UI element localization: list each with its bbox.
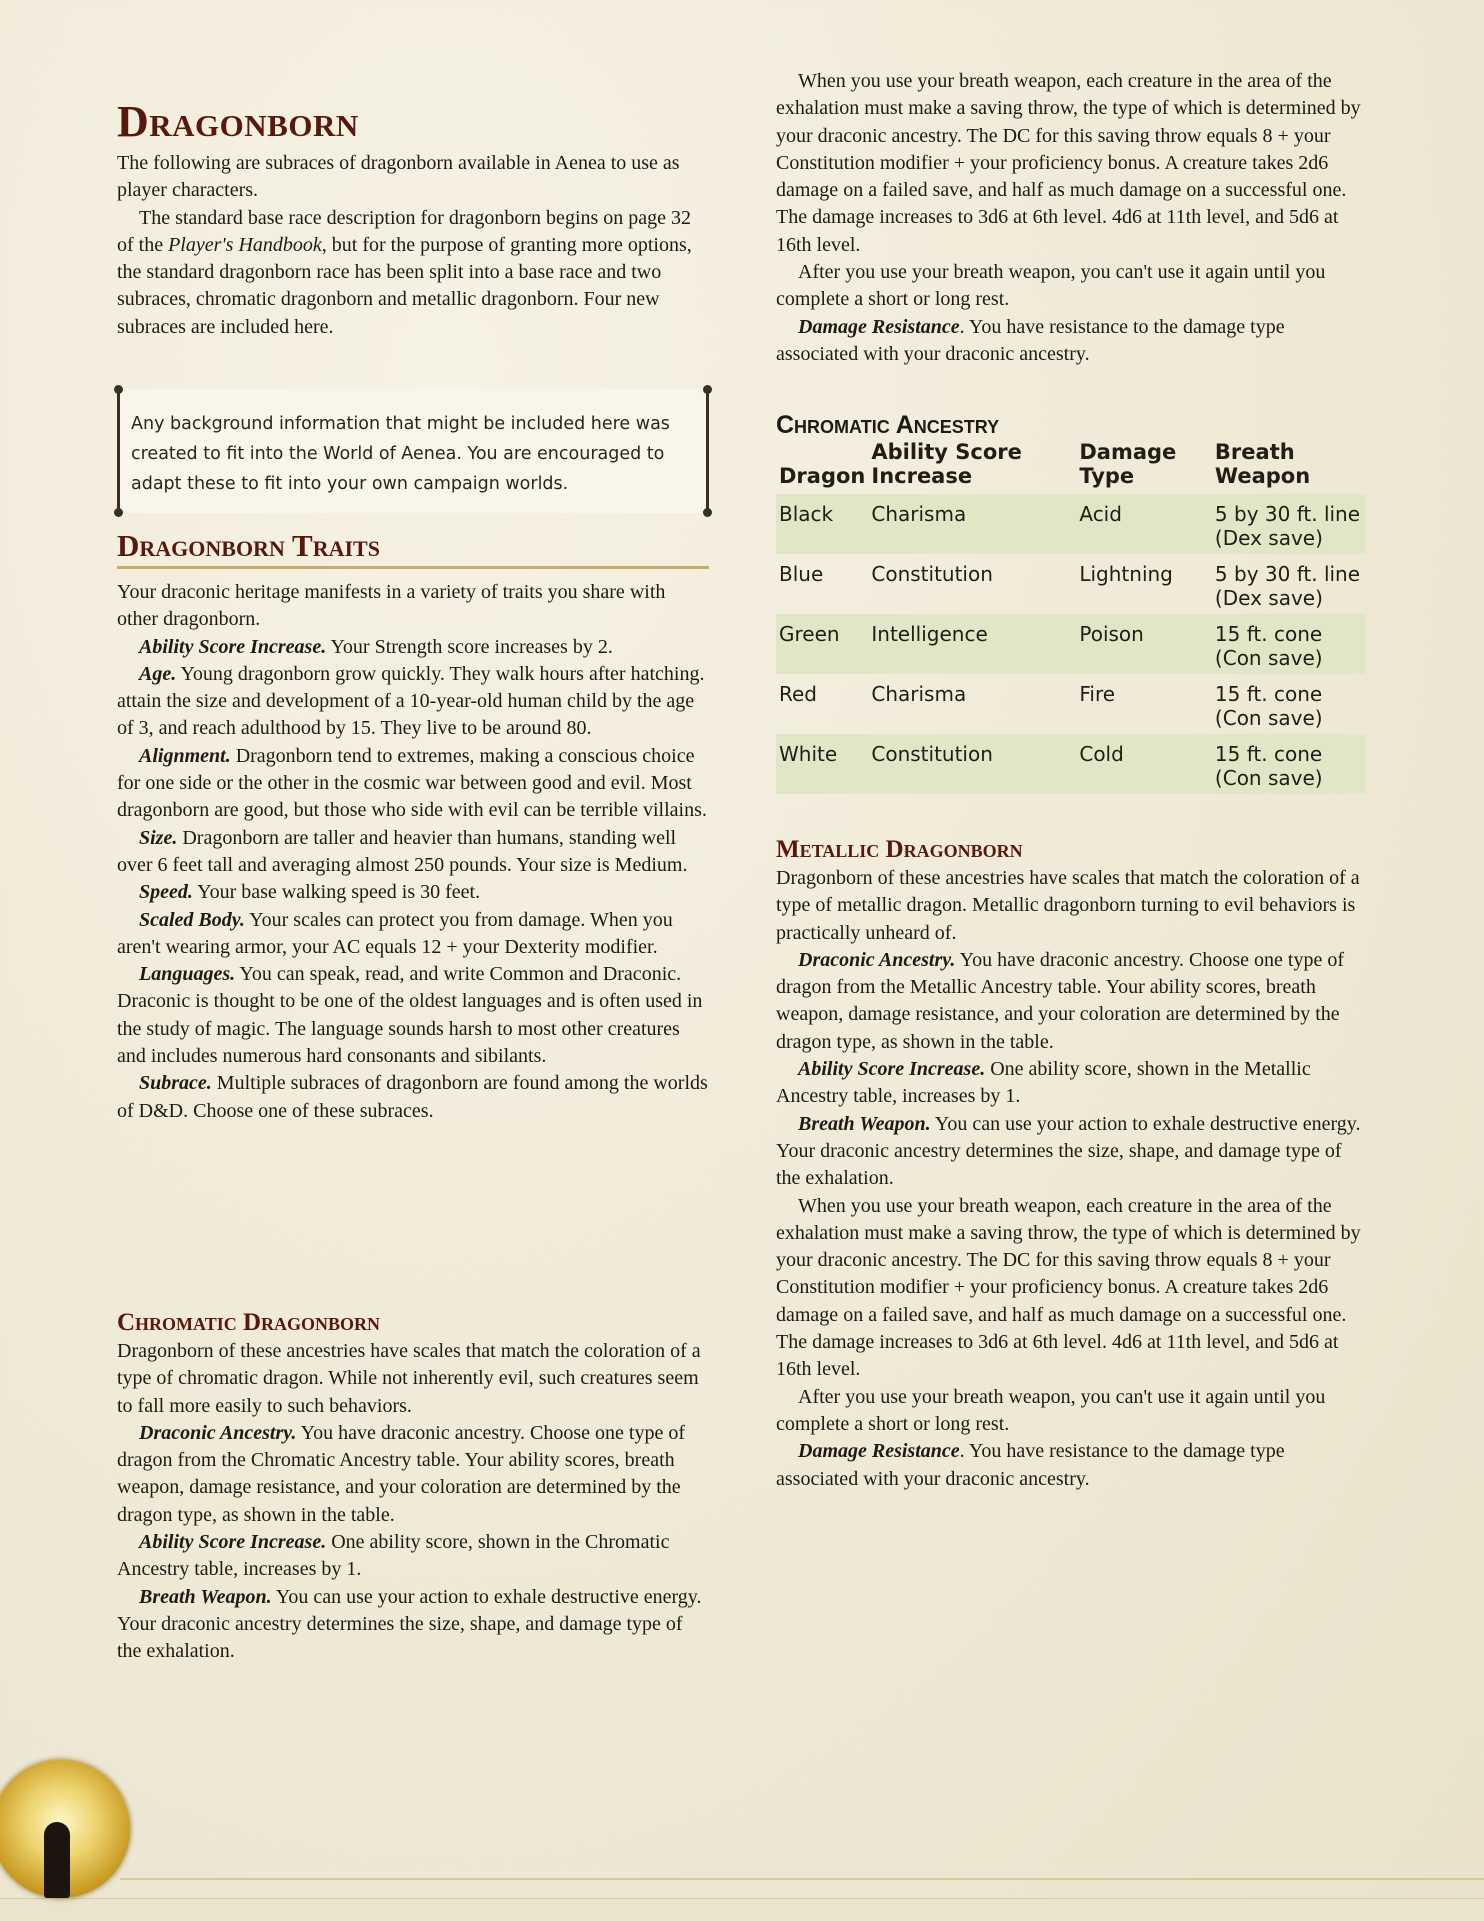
trait-text: You have draconic ancestry. Choose one type of dragon from the Metallic Ancestry table. Your ability scores, breath weapon, damage resistance, and your coloration are determined by the dragon type, as shown in the table. <box>776 948 1345 1053</box>
metallic-rest-paragraph: After you use your breath weapon, you can't use it again until you complete a short or long rest. <box>776 1385 1326 1435</box>
chromatic-intro: Dragonborn of these ancestries have scales that match the coloration of a type of chromatic dragon. While not inherently evil, such creatures seem to fall more easily to such behaviors. <box>117 1340 701 1417</box>
header-damage: Damage Type <box>1079 440 1177 488</box>
chromatic-ancestry-table <box>776 440 1366 794</box>
metallic-resistance-lead: Damage Resistance <box>798 1440 960 1463</box>
traits-intro: Your draconic heritage manifests in a variety of traits you share with other dragonborn. <box>117 581 666 631</box>
note-corner-cap <box>703 508 712 517</box>
damage-resistance-lead: Damage Resistance <box>798 315 960 338</box>
trait-paragraph <box>117 634 709 661</box>
trait-paragraph <box>117 1584 709 1666</box>
chromatic-ancestry-table-block <box>776 410 1366 794</box>
trait-lead: Languages. <box>139 963 236 986</box>
table-row <box>776 614 1366 674</box>
traits-list <box>117 634 709 1125</box>
trait-paragraph <box>117 1420 709 1529</box>
trait-text: Dragonborn tend to extremes, making a conscious choice for one side or the other in the cosmic war between good and evil. Most dragonborn are good, but those who side with evil can be terrible villains. <box>117 744 707 822</box>
dragon-cell: Red <box>779 682 817 706</box>
ability-cell: Charisma <box>871 682 967 706</box>
intro-text-b: , but for the purpose of granting more options, the standard dragonborn race has been split into a base race and two subraces, chromatic dragonborn and metallic dragonborn. Four new subraces are included here. <box>117 233 692 338</box>
chromatic-section <box>117 1308 709 1666</box>
trait-lead: Ability Score Increase. <box>798 1058 986 1081</box>
note-callout <box>117 389 709 513</box>
metallic-heading: Metallic Dragonborn <box>776 836 1023 863</box>
dragon-cell: White <box>776 734 868 794</box>
book-title: Player's Handbook <box>168 233 322 256</box>
trait-text: Young dragonborn grow quickly. They walk hours after hatching. attain the size and development of a 10-year-old human child by the age of 3, and reach adulthood by 15. They live to be around 80. <box>117 662 705 740</box>
header-breath: Breath Weapon <box>1214 440 1311 488</box>
breath-cell: 5 by 30 ft. line (Dex save) <box>1214 562 1361 610</box>
trait-lead: Speed. <box>139 881 193 904</box>
table-row <box>776 494 1366 554</box>
trait-lead: Breath Weapon. <box>798 1112 931 1135</box>
intro-paragraph-1: The following are subraces of dragonborn available in Aenea to use as player characters. <box>117 152 680 202</box>
header-dragon: Dragon <box>779 464 866 488</box>
trait-paragraph <box>117 961 709 1070</box>
damage-cell: Acid <box>1076 494 1212 554</box>
table-body <box>776 494 1366 794</box>
damage-cell: Lightning <box>1079 562 1173 586</box>
breath-cell: 15 ft. cone (Con save) <box>1212 734 1366 794</box>
trait-paragraph <box>117 661 709 743</box>
trait-text: You have draconic ancestry. Choose one type of dragon from the Chromatic Ancestry table. Your ability scores, breath weapon, damage resistance, and your coloration are determined by the dragon type, as shown in the table. <box>117 1421 686 1526</box>
dragon-cell: Blue <box>779 562 824 586</box>
page-title: Dragonborn <box>117 97 359 146</box>
breath-rest-paragraph: After you use your breath weapon, you can't use it again until you complete a short or long rest. <box>776 261 1326 311</box>
trait-paragraph <box>776 947 1366 1056</box>
metallic-list <box>776 947 1366 1193</box>
trait-paragraph <box>117 1529 709 1584</box>
trait-lead: Subrace. <box>139 1072 212 1095</box>
ability-cell: Constitution <box>871 562 993 586</box>
metallic-resistance-paragraph <box>776 1438 1366 1493</box>
note-text: Any background information that might be included here was created to fit into the World of Aenea. You are encouraged to adapt these to fit into your own campaign worlds. <box>131 414 670 494</box>
metallic-breath-paragraph: When you use your breath weapon, each creature in the area of the exhalation must make a saving throw, the type of which is determined by your draconic ancestry. The DC for this saving throw equals 8 + your Constitution modifier + your proficiency bonus. A creature takes 2d6 damage on a failed save, and half as much damage on a successful one. The damage increases to 3d6 at 6th level. 4d6 at 11th level, and 5d6 at 16th level. <box>776 1194 1361 1381</box>
damage-resistance-paragraph <box>776 314 1366 369</box>
damage-cell: Poison <box>1076 614 1212 674</box>
dragon-cell: Green <box>776 614 868 674</box>
table-row <box>776 734 1366 794</box>
breath-cell: 5 by 30 ft. line (Dex save) <box>1212 494 1366 554</box>
trait-lead: Scaled Body. <box>139 908 245 931</box>
trait-paragraph <box>117 1070 709 1125</box>
ability-cell: Charisma <box>868 494 1076 554</box>
note-corner-cap <box>703 385 712 394</box>
intro-text-a: The standard base race description for dragonborn begins on page 32 of the <box>117 206 692 256</box>
trait-lead: Breath Weapon. <box>139 1585 272 1608</box>
breath-cell: 15 ft. cone (Con save) <box>1212 614 1366 674</box>
metallic-section <box>776 835 1366 1493</box>
damage-cell: Cold <box>1076 734 1212 794</box>
trait-text: You can speak, read, and write Common and Draconic. Draconic is thought to be one of the oldest languages and is often used in the study of magic. The language sounds harsh to most other creatures and includes numerous hard consonants and sibilants. <box>117 963 703 1068</box>
intro-section <box>117 150 709 341</box>
damage-resistance-text: . You have resistance to the damage type associated with your draconic ancestry. <box>776 315 1285 365</box>
trait-text: You can use your action to exhale destructive energy. Your draconic ancestry determines the size, shape, and damage type of the exhalation. <box>117 1585 702 1663</box>
trait-paragraph <box>776 1056 1366 1111</box>
trait-lead: Draconic Ancestry. <box>798 948 956 971</box>
trait-text: Your scales can protect you from damage. When you aren't wearing armor, your AC equals 12 + your Dexterity modifier. <box>117 908 673 958</box>
metallic-intro: Dragonborn of these ancestries have scales that match the coloration of a type of metallic dragon. Metallic dragonborn turning to evil behaviors is practically unheard of. <box>776 867 1360 944</box>
note-corner-cap <box>114 385 123 394</box>
trait-text: Your base walking speed is 30 feet. <box>192 881 481 904</box>
trait-lead: Size. <box>139 826 178 849</box>
intro-paragraph-2 <box>117 205 709 341</box>
trait-lead: Age. <box>139 662 177 685</box>
damage-cell: Fire <box>1079 682 1116 706</box>
table-row <box>776 674 1366 734</box>
trait-lead: Alignment. <box>139 744 231 767</box>
trait-text: One ability score, shown in the Chromatic Ancestry table, increases by 1. <box>117 1531 670 1581</box>
trait-paragraph <box>776 1111 1366 1193</box>
header-ability: Ability Score Increase <box>871 440 1022 488</box>
table-header-row <box>776 440 1366 494</box>
metallic-resistance-text: . You have resistance to the damage type associated with your draconic ancestry. <box>776 1440 1285 1490</box>
trait-paragraph <box>117 879 709 906</box>
footer-rule <box>120 1878 1484 1880</box>
trait-lead: Draconic Ancestry. <box>139 1421 297 1444</box>
breath-weapon-paragraph: When you use your breath weapon, each creature in the area of the exhalation must make a saving throw, the type of which is determined by your draconic ancestry. The DC for this saving throw equals 8 + your Constitution modifier + your proficiency bonus. A creature takes 2d6 damage on a failed save, and half as much damage on a successful one. The damage increases to 3d6 at 6th level. 4d6 at 11th level, and 5d6 at 16th level. <box>776 70 1361 256</box>
traits-heading: Dragonborn Traits <box>117 528 709 569</box>
ability-cell: Intelligence <box>868 614 1076 674</box>
chromatic-list <box>117 1420 709 1666</box>
note-box <box>117 389 709 513</box>
trait-paragraph <box>117 907 709 962</box>
trait-text: You can use your action to exhale destructive energy. Your draconic ancestry determines the size, shape, and damage type of the exhalation. <box>776 1112 1361 1190</box>
dragon-cell: Black <box>776 494 868 554</box>
trait-paragraph <box>117 743 709 825</box>
trait-text: One ability score, shown in the Metallic Ancestry table, increases by 1. <box>776 1058 1311 1108</box>
footer-bar <box>0 1898 1484 1921</box>
table-caption: Chromatic Ancestry <box>776 411 1000 439</box>
chromatic-heading: Chromatic Dragonborn <box>117 1309 381 1336</box>
trait-paragraph <box>117 825 709 880</box>
breath-weapon-continued <box>776 68 1366 368</box>
trait-text: Multiple subraces of dragonborn are found among the worlds of D&D. Choose one of these subraces. <box>117 1072 708 1122</box>
traits-section <box>117 528 709 1125</box>
breath-cell: 15 ft. cone (Con save) <box>1214 682 1323 730</box>
trait-text: Dragonborn are taller and heavier than humans, standing well over 6 feet tall and averaging almost 250 pounds. Your size is Medium. <box>117 826 688 876</box>
ability-cell: Constitution <box>868 734 1076 794</box>
trait-lead: Ability Score Increase. <box>139 1531 327 1554</box>
silhouette-figure-icon <box>44 1822 70 1898</box>
table-row <box>776 554 1366 614</box>
trait-text: Your Strength score increases by 2. <box>326 635 613 658</box>
note-corner-cap <box>114 508 123 517</box>
trait-lead: Ability Score Increase. <box>139 635 327 658</box>
